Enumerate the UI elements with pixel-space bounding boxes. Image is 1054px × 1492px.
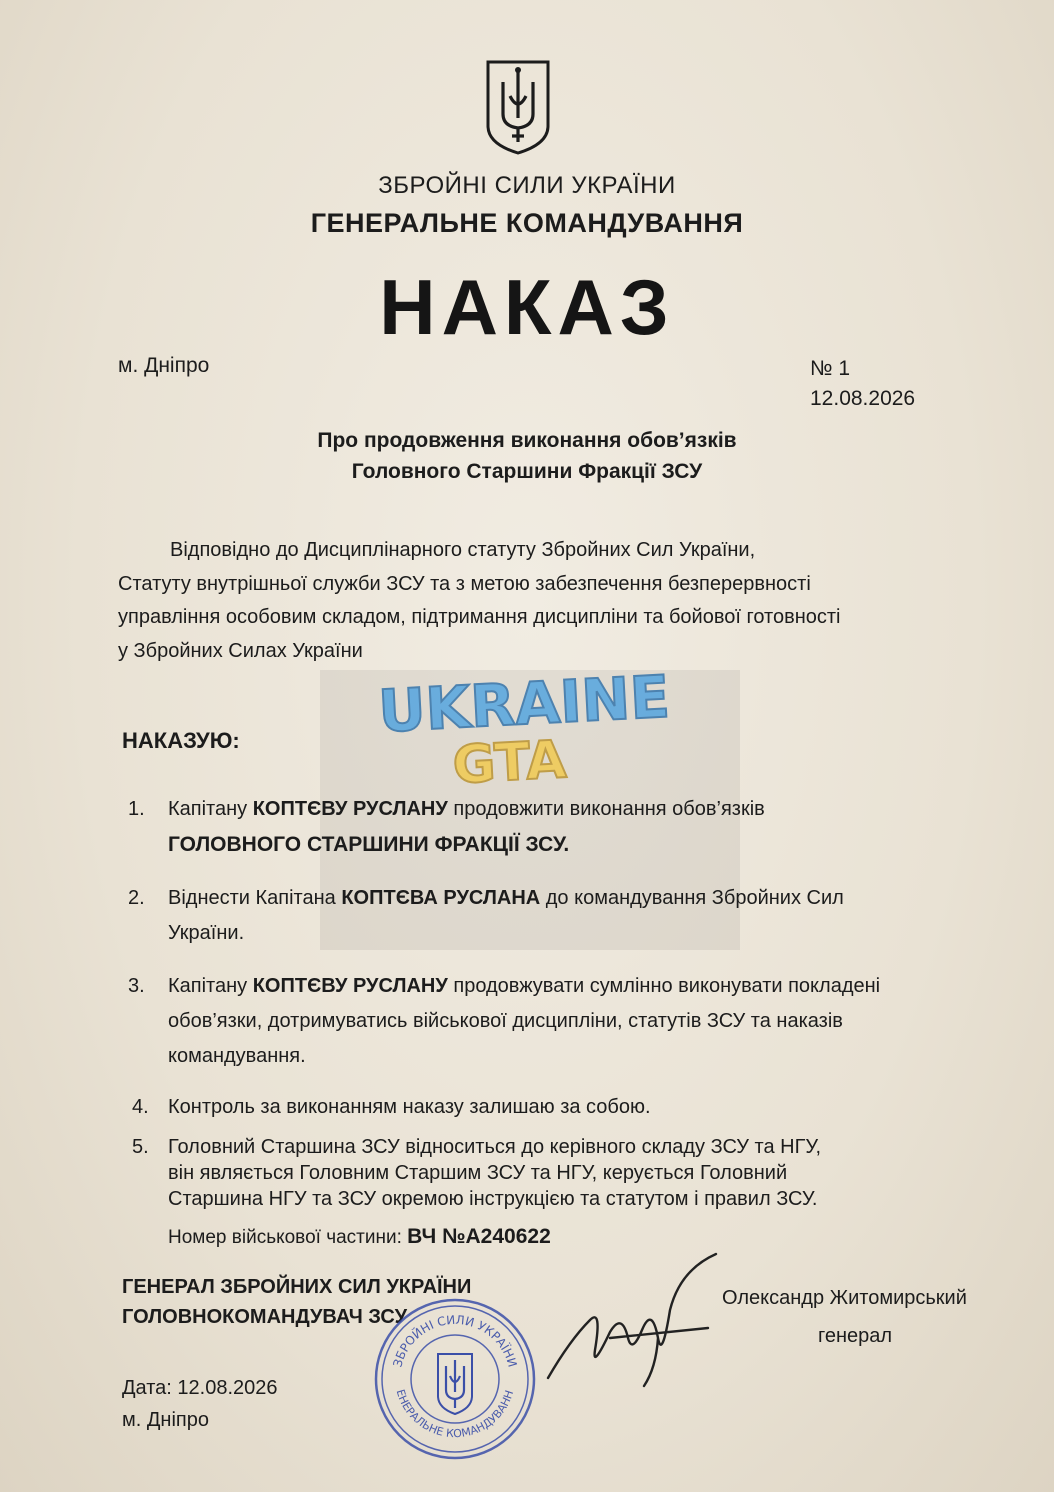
- item-bold-name: КОПТЄВУ РУСЛАНУ: [252, 798, 448, 820]
- official-seal-stamp: [372, 1296, 538, 1462]
- handwritten-signature: [540, 1250, 730, 1390]
- item-number: 1.: [128, 798, 145, 820]
- item-text: України.: [168, 922, 245, 944]
- item-text: продовжити виконання обов’язків: [447, 798, 765, 820]
- svg-text:ГЕНЕРАЛЬНЕ КОМАНДУВАННЯ: ЕНЕРАЛЬНЕ КОМАНДУВАНН: [393, 1387, 517, 1441]
- item-number: 2.: [128, 887, 145, 909]
- item-number: 3.: [128, 975, 145, 997]
- unit-number-line: [168, 1225, 551, 1249]
- signatory-line-1: ГЕНЕРАЛ ЗБРОЙНИХ СИЛ УКРАЇНИ: [122, 1276, 472, 1298]
- subject-line-2: Головного Старшини Фракції ЗСУ: [351, 460, 703, 483]
- svg-text:GTA: GTA: [451, 730, 568, 792]
- doc-number: № 1: [810, 357, 851, 380]
- item-text: Головний Старшина ЗСУ відноситься до керівного складу ЗСУ та НГУ,: [168, 1136, 821, 1158]
- order-item-4: [132, 1090, 932, 1125]
- item-bold-name: КОПТЄВУ РУСЛАНУ: [252, 975, 448, 997]
- svg-text:ЗБРОЙНІ СИЛИ УКРАЇНИ: ЗБРОЙНІ СИЛИ УКРАЇНИ: [390, 1312, 520, 1369]
- trident-emblem-icon: [483, 56, 553, 156]
- item-text: Віднести Капітана: [168, 887, 342, 909]
- footer-city: м. Дніпро: [122, 1409, 209, 1431]
- preamble: [118, 534, 938, 668]
- preamble-line-3: управління особовим складом, підтримання дисципліни та бойової готовності: [118, 606, 841, 628]
- doc-title: НАКАЗ: [379, 263, 675, 351]
- org-line-2: ГЕНЕРАЛЬНЕ КОМАНДУВАННЯ: [310, 208, 744, 238]
- order-item-3: [128, 969, 948, 1074]
- preamble-line-1: Відповідно до Дисциплінарного статуту Збройних Сил України,: [170, 539, 756, 561]
- item-text: Контроль за виконанням наказу залишаю за собою.: [168, 1096, 651, 1118]
- item-bold-name: КОПТЄВА РУСЛАНА: [341, 887, 541, 909]
- svg-text:UKRAINE: UKRAINE: [376, 662, 672, 746]
- unit-label: Номер військової частини:: [168, 1227, 402, 1248]
- preamble-line-2: Статуту внутрішньої служби ЗСУ та з метою забезпечення безперервності: [118, 572, 811, 595]
- item-number: 5.: [132, 1136, 149, 1158]
- subject: [0, 425, 1054, 487]
- footer-date: Дата: 12.08.2026: [122, 1377, 278, 1399]
- item-text: він являється Головним Старшим ЗСУ та НГУ, керується Головний: [168, 1162, 788, 1184]
- item-text: продовжувати сумлінно виконувати покладені: [447, 975, 881, 997]
- subject-line-1: Про продовження виконання обов’язків: [317, 429, 737, 452]
- order-item-1: [128, 792, 928, 862]
- header-city: м. Дніпро: [118, 354, 210, 377]
- signatory-name: Олександр Житомирський: [722, 1287, 967, 1309]
- signatory-rank: генерал: [818, 1325, 893, 1347]
- unit-value: ВЧ №А240622: [407, 1225, 551, 1248]
- item-text: до командування Збройних Сил: [540, 887, 844, 909]
- footer-date-block: [122, 1372, 278, 1436]
- order-heading: НАКАЗУЮ:: [122, 728, 240, 753]
- doc-number-block: [810, 354, 915, 414]
- item-text: обов’язки, дотримуватись військової дисципліни, статутів ЗСУ та наказів: [168, 1010, 843, 1032]
- item-number: 4.: [132, 1096, 149, 1118]
- order-item-5: [132, 1134, 952, 1212]
- ukraine-gta-watermark-logo: [360, 662, 690, 792]
- item-bold-title: ГОЛОВНОГО СТАРШИНИ ФРАКЦІЇ ЗСУ.: [168, 833, 570, 856]
- order-item-2: [128, 881, 928, 951]
- item-text: Старшина НГУ та ЗСУ окремою інструкцією та статутом і правил ЗСУ.: [168, 1188, 818, 1210]
- item-text: Капітану: [168, 798, 253, 820]
- doc-date: 12.08.2026: [810, 387, 916, 410]
- item-text: Капітану: [168, 975, 253, 997]
- item-text: командування.: [168, 1045, 306, 1067]
- preamble-line-4: у Збройних Силах України: [118, 639, 363, 662]
- signatory-line-2: ГОЛОВНОКОМАНДУВАЧ ЗСУ: [122, 1306, 408, 1328]
- org-line-1: ЗБРОЙНІ СИЛИ УКРАЇНИ: [378, 172, 676, 199]
